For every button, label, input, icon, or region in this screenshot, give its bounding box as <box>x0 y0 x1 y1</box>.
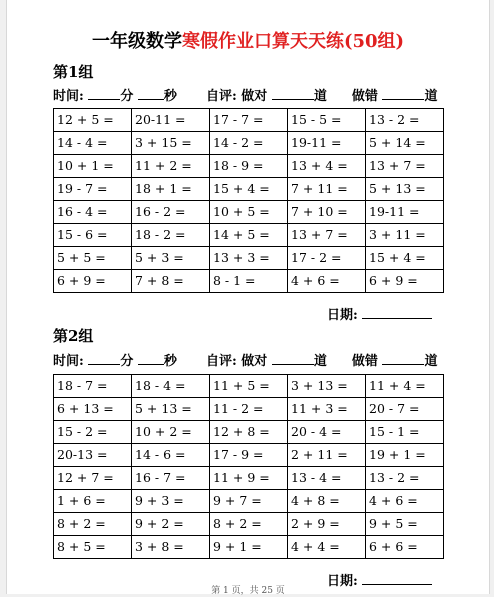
exercise-cell: 10 + 2 = <box>132 421 210 444</box>
minutes-label: 分 <box>120 354 134 369</box>
group-1-title: 第1组 <box>53 63 94 81</box>
eval-label: 自评: 做对 <box>205 354 268 369</box>
exercise-cell: 15 + 4 = <box>210 178 288 201</box>
table-row <box>54 201 444 224</box>
right-unit: 道 <box>313 89 327 104</box>
page-title <box>7 30 489 54</box>
exercise-cell: 20 - 4 = <box>288 421 366 444</box>
exercise-cell: 2 + 11 = <box>288 444 366 467</box>
exercise-cell: 19-11 = <box>366 201 444 224</box>
exercise-cell: 9 + 7 = <box>210 490 288 513</box>
exercise-cell: 16 - 4 = <box>54 201 132 224</box>
page-footer: 第 1 页，共 25 页 <box>211 586 285 596</box>
group-2-time-line <box>53 350 453 370</box>
group-1-date-line <box>327 304 432 326</box>
table-row <box>54 155 444 178</box>
exercise-cell: 6 + 9 = <box>54 270 132 293</box>
time-label: 时间: <box>53 354 84 369</box>
exercise-cell: 2 + 9 = <box>288 513 366 536</box>
exercise-cell: 14 - 2 = <box>210 132 288 155</box>
exercise-cell: 15 - 1 = <box>366 421 444 444</box>
table-row <box>54 178 444 201</box>
exercise-cell: 19 - 7 = <box>54 178 132 201</box>
table-row <box>54 536 444 559</box>
exercise-cell: 13 - 2 = <box>366 467 444 490</box>
exercise-cell: 20-11 = <box>132 109 210 132</box>
exercise-cell: 11 + 3 = <box>288 398 366 421</box>
group-2-exercise-table <box>53 374 444 559</box>
exercise-cell: 1 + 6 = <box>54 490 132 513</box>
exercise-cell: 12 + 5 = <box>54 109 132 132</box>
exercise-cell: 13 - 2 = <box>366 109 444 132</box>
exercise-cell: 6 + 6 = <box>366 536 444 559</box>
exercise-cell: 7 + 11 = <box>288 178 366 201</box>
wrong-label: 做错 <box>351 354 378 369</box>
exercise-cell: 6 + 13 = <box>54 398 132 421</box>
exercise-cell: 10 + 1 = <box>54 155 132 178</box>
exercise-cell: 4 + 8 = <box>288 490 366 513</box>
eval-label: 自评: 做对 <box>205 89 268 104</box>
exercise-cell: 13 + 4 = <box>288 155 366 178</box>
table-row <box>54 490 444 513</box>
exercise-cell: 8 + 2 = <box>54 513 132 536</box>
exercise-cell: 15 + 4 = <box>366 247 444 270</box>
exercise-cell: 20-13 = <box>54 444 132 467</box>
exercise-cell: 7 + 8 = <box>132 270 210 293</box>
group-1-exercise-table <box>53 108 444 293</box>
exercise-cell: 16 - 2 = <box>132 201 210 224</box>
exercise-cell: 11 - 2 = <box>210 398 288 421</box>
time-label: 时间: <box>53 89 84 104</box>
exercise-cell: 12 + 7 = <box>54 467 132 490</box>
exercise-cell: 15 - 2 = <box>54 421 132 444</box>
minutes-blank <box>88 350 120 365</box>
right-blank <box>272 350 314 365</box>
exercise-cell: 15 - 6 = <box>54 224 132 247</box>
exercise-cell: 14 - 4 = <box>54 132 132 155</box>
exercise-cell: 18 + 1 = <box>132 178 210 201</box>
date-blank <box>362 570 432 585</box>
exercise-cell: 9 + 2 = <box>132 513 210 536</box>
document-page <box>6 0 490 594</box>
exercise-cell: 8 + 2 = <box>210 513 288 536</box>
exercise-cell: 11 + 9 = <box>210 467 288 490</box>
exercise-cell: 5 + 5 = <box>54 247 132 270</box>
exercise-cell: 3 + 8 = <box>132 536 210 559</box>
exercise-cell: 13 + 3 = <box>210 247 288 270</box>
table-row <box>54 375 444 398</box>
table-row <box>54 444 444 467</box>
exercise-cell: 15 - 5 = <box>288 109 366 132</box>
exercise-cell: 17 - 9 = <box>210 444 288 467</box>
title-highlight: 寒假作业口算天天练(50组) <box>181 31 405 52</box>
minutes-blank <box>88 85 120 100</box>
exercise-cell: 17 - 7 = <box>210 109 288 132</box>
exercise-cell: 10 + 5 = <box>210 201 288 224</box>
exercise-cell: 9 + 5 = <box>366 513 444 536</box>
seconds-label: 秒 <box>163 89 177 104</box>
table-row <box>54 398 444 421</box>
exercise-cell: 13 + 7 = <box>288 224 366 247</box>
right-blank <box>272 85 314 100</box>
exercise-cell: 13 - 4 = <box>288 467 366 490</box>
exercise-cell: 4 + 6 = <box>288 270 366 293</box>
exercise-cell: 18 - 2 = <box>132 224 210 247</box>
exercise-cell: 9 + 1 = <box>210 536 288 559</box>
exercise-cell: 11 + 5 = <box>210 375 288 398</box>
exercise-cell: 6 + 9 = <box>366 270 444 293</box>
wrong-unit: 道 <box>424 89 438 104</box>
exercise-cell: 18 - 7 = <box>54 375 132 398</box>
table-row <box>54 247 444 270</box>
exercise-cell: 3 + 11 = <box>366 224 444 247</box>
exercise-cell: 11 + 2 = <box>132 155 210 178</box>
exercise-cell: 12 + 8 = <box>210 421 288 444</box>
exercise-cell: 7 + 10 = <box>288 201 366 224</box>
exercise-cell: 4 + 4 = <box>288 536 366 559</box>
exercise-cell: 4 + 6 = <box>366 490 444 513</box>
exercise-cell: 11 + 4 = <box>366 375 444 398</box>
wrong-blank <box>382 350 424 365</box>
title-main: 一年级数学 <box>91 31 182 52</box>
minutes-label: 分 <box>120 89 134 104</box>
exercise-cell: 14 + 5 = <box>210 224 288 247</box>
exercise-cell: 20 - 7 = <box>366 398 444 421</box>
table-row <box>54 224 444 247</box>
wrong-unit: 道 <box>424 354 438 369</box>
table-row <box>54 467 444 490</box>
date-blank <box>362 304 432 319</box>
seconds-label: 秒 <box>163 354 177 369</box>
exercise-cell: 5 + 13 = <box>132 398 210 421</box>
exercise-cell: 8 - 1 = <box>210 270 288 293</box>
date-label: 日期: <box>327 574 358 589</box>
date-label: 日期: <box>327 308 358 323</box>
exercise-cell: 14 - 6 = <box>132 444 210 467</box>
exercise-cell: 17 - 2 = <box>288 247 366 270</box>
exercise-cell: 3 + 13 = <box>288 375 366 398</box>
exercise-cell: 8 + 5 = <box>54 536 132 559</box>
exercise-cell: 18 - 4 = <box>132 375 210 398</box>
exercise-cell: 5 + 14 = <box>366 132 444 155</box>
exercise-cell: 16 - 7 = <box>132 467 210 490</box>
wrong-label: 做错 <box>351 89 378 104</box>
seconds-blank <box>138 85 164 100</box>
exercise-cell: 5 + 3 = <box>132 247 210 270</box>
table-row <box>54 132 444 155</box>
table-row <box>54 513 444 536</box>
wrong-blank <box>382 85 424 100</box>
seconds-blank <box>138 350 164 365</box>
table-row <box>54 270 444 293</box>
group-2-title: 第2组 <box>53 327 94 345</box>
table-row <box>54 421 444 444</box>
exercise-cell: 18 - 9 = <box>210 155 288 178</box>
exercise-cell: 13 + 7 = <box>366 155 444 178</box>
exercise-cell: 19 + 1 = <box>366 444 444 467</box>
exercise-cell: 5 + 13 = <box>366 178 444 201</box>
exercise-cell: 3 + 15 = <box>132 132 210 155</box>
table-row <box>54 109 444 132</box>
exercise-cell: 19-11 = <box>288 132 366 155</box>
right-unit: 道 <box>313 354 327 369</box>
group-1-time-line <box>53 85 453 105</box>
exercise-cell: 9 + 3 = <box>132 490 210 513</box>
